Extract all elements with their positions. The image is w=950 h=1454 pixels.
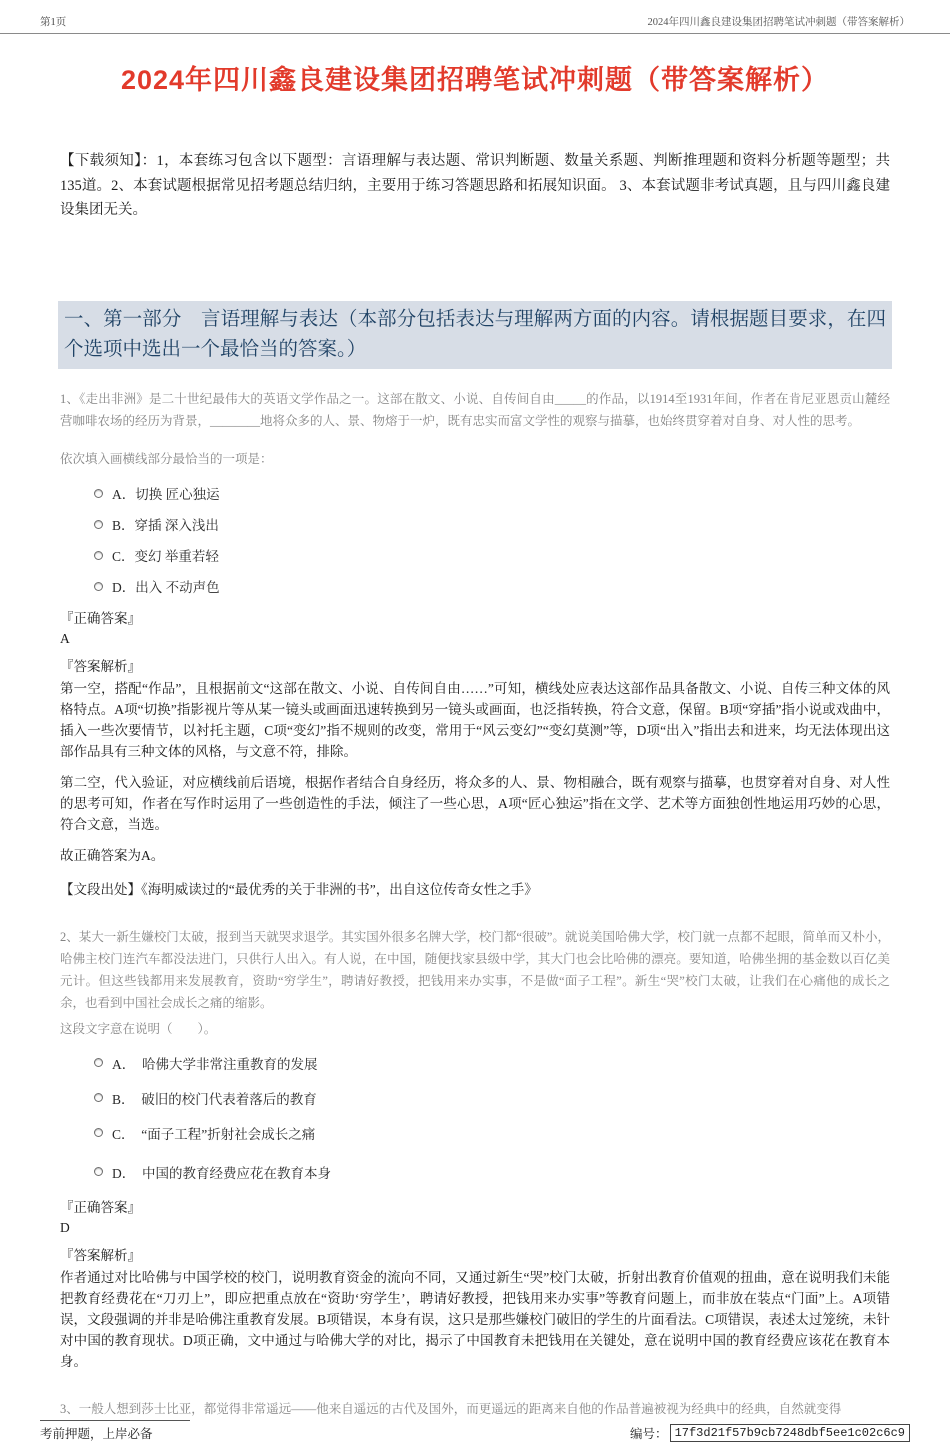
footer-serial	[630, 1424, 910, 1442]
question-1	[60, 389, 890, 901]
radio-button-icon[interactable]	[94, 1167, 103, 1176]
option-label: C． “面子工程”折射社会成长之痛	[112, 1126, 316, 1142]
question-2-option-b[interactable]	[94, 1088, 890, 1108]
radio-button-icon[interactable]	[94, 551, 103, 560]
correct-answer-label: 『正确答案』	[60, 611, 141, 627]
question-2-option-c[interactable]	[94, 1123, 890, 1143]
option-label: A．切换 匠心独运	[112, 487, 220, 503]
correct-answer-value: D	[60, 1219, 70, 1235]
question-3-stem: 3、一般人想到莎士比亚，都觉得非常遥远——他来自遥远的古代及国外，而更遥远的距离来自他的作品普遍被视为经典中的经典，自然就变得	[60, 1401, 842, 1416]
serial-label: 编号：	[630, 1427, 668, 1442]
question-1-option-c[interactable]	[94, 545, 890, 565]
correct-answer-label: 『正确答案』	[60, 1199, 141, 1215]
question-2-options	[94, 1053, 890, 1182]
question-2-analysis-1: 作者通过对比哈佛与中国学校的校门，说明教育资金的流向不同，又通过新生“哭”校门太破，折射出教育价值观的扭曲，意在说明我们未能把教育经费花在“刀刃上”，即应把重点放在“资助‘穷学生’，聘请好教授，把钱用来办实事”等教育问题上，而非放在装点“门面”上。A项错误，文段强调的并非是哈佛注重教育发展。B项错误，本身有误，这只是那些嫌校门破旧的学生的片面看法。C项错误，表述太过笼统，未针对中国的教育现状。D项正确，文中通过与哈佛大学的对比，揭示了中国教育未把钱用在关键处，意在说明中国的教育经费应该花在教育本身。	[60, 1269, 890, 1369]
header-doc-title: 2024年四川鑫良建设集团招聘笔试冲刺题（带答案解析）	[647, 17, 910, 28]
question-1-option-a[interactable]	[94, 483, 890, 503]
radio-button-icon[interactable]	[94, 582, 103, 591]
radio-button-icon[interactable]	[94, 489, 103, 498]
question-2-option-d[interactable]	[94, 1162, 890, 1182]
radio-button-icon[interactable]	[94, 1058, 103, 1067]
footer-slogan: 考前押题，上岸必备	[40, 1420, 190, 1442]
question-1-option-b[interactable]	[94, 514, 890, 534]
document-content	[0, 369, 950, 1420]
option-label: B． 破旧的校门代表着落后的教育	[112, 1091, 317, 1107]
question-1-options	[94, 483, 890, 596]
option-label: D．出入 不动声色	[112, 580, 220, 596]
radio-button-icon[interactable]	[94, 1128, 103, 1137]
question-1-option-d[interactable]	[94, 576, 890, 596]
question-1-stem: 1、《走出非洲》是二十世纪最伟大的英语文学作品之一。这部在散文、小说、自传间自由_____的作品，以1914至1931年间，作者在肯尼亚恩贡山麓经营咖啡农场的经历为背景，________地将众多的人、景、物熔于一炉，既有忠实而富文学性的观察与描摹，也始终贯穿着对自身、对人性的思考。	[60, 392, 890, 429]
radio-button-icon[interactable]	[94, 520, 103, 529]
analysis-label: 『答案解析』	[60, 659, 141, 675]
option-label: B．穿插 深入浅出	[112, 518, 219, 534]
question-2-option-a[interactable]	[94, 1053, 890, 1073]
question-2	[60, 927, 890, 1372]
question-2-stem: 2、某大一新生嫌校门太破，报到当天就哭求退学。其实国外很多名牌大学，校门都“很破”。就说美国哈佛大学，校门就一点都不起眼，简单而又朴小，哈佛主校门连汽车都没法进门，只供行人出入。有人说，在中国，随便找家县级中学，其大门也会比哈佛的漂亮。要知道，哈佛坐拥的基金数以百亿美元计。但这些钱都用来发展教育，资助“穷学生”，聘请好教授，把钱用来办实事，不是做“面子工程”。新生“哭”校门太破，让我们在心痛他的成长之余，也看到中国社会成长之痛的缩影。	[60, 930, 890, 1011]
page-number: 第1页	[40, 17, 67, 28]
correct-answer-value: A	[60, 631, 70, 647]
page-footer	[0, 1420, 950, 1454]
option-label: D． 中国的教育经费应花在教育本身	[112, 1165, 331, 1181]
question-1-analysis-2: 第二空，代入验证，对应横线前后语境，根据作者结合自身经历，将众多的人、景、物相融合，既有观察与描摹，也贯穿着对自身、对人性的思考可知，作者在写作时运用了一些创造性的手法，倾注了一些心思，A项“匠心独运”指在文学、艺术等方面独创性地运用巧妙的心思，符合文意，当选。	[60, 774, 890, 832]
radio-button-icon[interactable]	[94, 1093, 103, 1102]
question-2-prompt: 这段文字意在说明（ ）。	[60, 1021, 217, 1036]
question-1-prompt: 依次填入画横线部分最恰当的一项是：	[60, 452, 273, 467]
analysis-label: 『答案解析』	[60, 1247, 141, 1263]
serial-number: 17f3d21f57b9cb7248dbf5ee1c02c6c9	[670, 1424, 910, 1442]
question-3	[60, 1399, 890, 1421]
question-1-source: 【文段出处】《海明威读过的“最优秀的关于非洲的书”，出自这位传奇女性之手》	[60, 882, 538, 898]
page-title: 2024年四川鑫良建设集团招聘笔试冲刺题（带答案解析）	[120, 65, 830, 95]
section-heading: 一、第一部分 言语理解与表达（本部分包括表达与理解两方面的内容。请根据题目要求，在四个选项中选出一个最恰当的答案。）	[58, 301, 892, 369]
question-1-analysis-1: 第一空，搭配“作品”，且根据前文“这部在散文、小说、自传间自由……”可知，横线处应表达这部作品具备散文、小说、自传三种文体的风格特点。A项“切换”指影视片等从某一镜头或画面迅速转换到另一镜头或画面，也泛指转换，符合文意，保留。B项“穿插”指小说或戏曲中，插入一些次要情节，以衬托主题，C项“变幻”指不规则的改变，常用于“风云变幻”“变幻莫测”等，D项“出入”指出去和进来，均无法体现出这部作品具有三种文体的风格，与文意不符，排除。	[60, 681, 890, 759]
option-label: C．变幻 举重若轻	[112, 549, 219, 565]
question-1-conclusion: 故正确答案为A。	[60, 847, 165, 863]
option-label: A． 哈佛大学非常注重教育的发展	[112, 1056, 318, 1072]
page-header	[0, 0, 950, 34]
download-notice: 【下载须知】：1，本套练习包含以下题型：言语理解与表达题、常识判断题、数量关系题、判断推理题和资料分析题等题型；共135道。2、本套试题根据常见招考题总结归纳，主要用于练习答题思路和拓展知识面。 3、本套试题非考试真题，且与四川鑫良建设集团无关。	[60, 153, 890, 219]
